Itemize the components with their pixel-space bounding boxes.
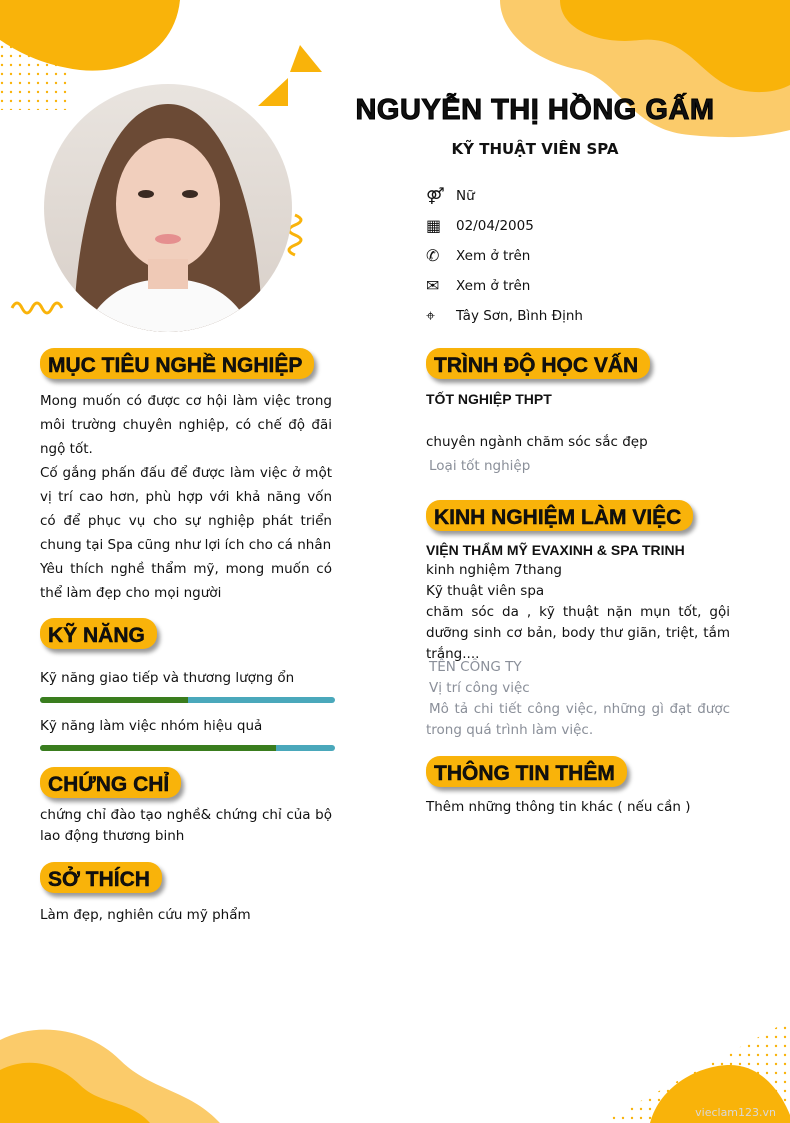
mail-icon: ✉ <box>426 276 440 295</box>
objective-line: Yêu thích nghề thẩm mỹ, mong muốn có thể làm đẹp cho mọi người <box>40 561 332 601</box>
profile-photo <box>44 84 292 332</box>
gender-icon: ⚤ <box>426 186 445 205</box>
extra-info-text: Thêm những thông tin khác ( nếu cần ) <box>426 799 691 815</box>
triangle-decor <box>290 45 322 72</box>
contact-address <box>426 306 583 326</box>
candidate-name: NGUYỄN THỊ HỒNG GẤM <box>355 94 715 126</box>
objective-line: Cố gắng phấn đấu để được làm việc ở một vị trí cao hơn, phù hợp với khả năng vốn có để phục vụ cho sự nghiệp phát triển chung tại Spa cũng như lợi ích cho cá nhân <box>40 465 332 553</box>
education-major: chuyên ngành chăm sóc sắc đẹp <box>426 434 648 450</box>
objective-text <box>40 389 332 605</box>
contact-gender <box>426 186 475 205</box>
education-grade: Loại tốt nghiệp <box>429 458 531 474</box>
phone-value: Xem ở trên <box>456 247 531 264</box>
squiggle-decor <box>12 303 62 313</box>
experience-duration: kinh nghiệm 7thang <box>426 562 562 578</box>
certificates-text: chứng chỉ đào tạo nghề& chứng chỉ của bộ lao động thương binh <box>40 807 332 844</box>
extra-info-heading: THÔNG TIN THÊM <box>426 756 627 787</box>
skill-bar-fill <box>40 745 276 751</box>
skills-heading: KỸ NĂNG <box>40 618 157 649</box>
person-silhouette <box>44 84 292 332</box>
skill-name: Kỹ năng giao tiếp và thương lượng ổn <box>40 670 295 686</box>
address-value: Tây Sơn, Bình Định <box>456 308 583 324</box>
skill-bar-fill <box>40 697 188 703</box>
experience-heading: KINH NGHIỆM LÀM VIỆC <box>426 500 693 531</box>
job-title: KỸ THUẬT VIÊN SPA <box>451 140 619 158</box>
placeholder-description: Mô tả chi tiết công việc, những gì đạt được trong quá trình làm việc. <box>426 701 730 738</box>
skill-bar <box>40 745 335 751</box>
triangle-decor <box>258 78 288 106</box>
experience-position: Kỹ thuật viên spa <box>426 583 545 599</box>
objective-heading: MỤC TIÊU NGHỀ NGHIỆP <box>40 348 314 379</box>
skill-name: Kỹ năng làm việc nhóm hiệu quả <box>40 718 263 734</box>
contact-phone <box>426 246 530 265</box>
hobbies-heading: SỞ THÍCH <box>40 862 162 893</box>
certificates-heading: CHỨNG CHỈ <box>40 767 181 798</box>
contact-email <box>426 276 530 295</box>
experience-placeholder <box>426 657 730 741</box>
placeholder-company: TÊN CÔNG TY <box>429 659 522 675</box>
contact-birthday <box>426 216 534 235</box>
phone-icon: ✆ <box>426 246 440 265</box>
email-value: Xem ở trên <box>456 277 531 294</box>
skill-bar <box>40 697 335 703</box>
watermark: vieclam123.vn <box>695 1106 776 1119</box>
birthday-value: 02/04/2005 <box>456 217 534 234</box>
location-icon: ⌖ <box>426 306 436 325</box>
gender-value: Nữ <box>456 187 475 204</box>
experience-description: chăm sóc da , kỹ thuật nặn mụn tốt, gội dưỡng sinh cơ bản, body thư giãn, triệt, tắm trắng.... <box>426 604 730 662</box>
education-school: TỐT NGHIỆP THPT <box>426 391 552 407</box>
experience-company: VIỆN THẨM MỸ EVAXINH & SPA TRINH <box>426 542 685 558</box>
experience-details <box>426 560 730 665</box>
education-heading: TRÌNH ĐỘ HỌC VẤN <box>426 348 650 379</box>
objective-line: Mong muốn có được cơ hội làm việc trong môi trường chuyên nghiệp, có chế độ đãi ngộ tốt. <box>40 393 332 457</box>
placeholder-position: Vị trí công việc <box>429 680 530 696</box>
calendar-icon: ▦ <box>426 216 442 235</box>
hobbies-text: Làm đẹp, nghiên cứu mỹ phẩm <box>40 907 251 923</box>
